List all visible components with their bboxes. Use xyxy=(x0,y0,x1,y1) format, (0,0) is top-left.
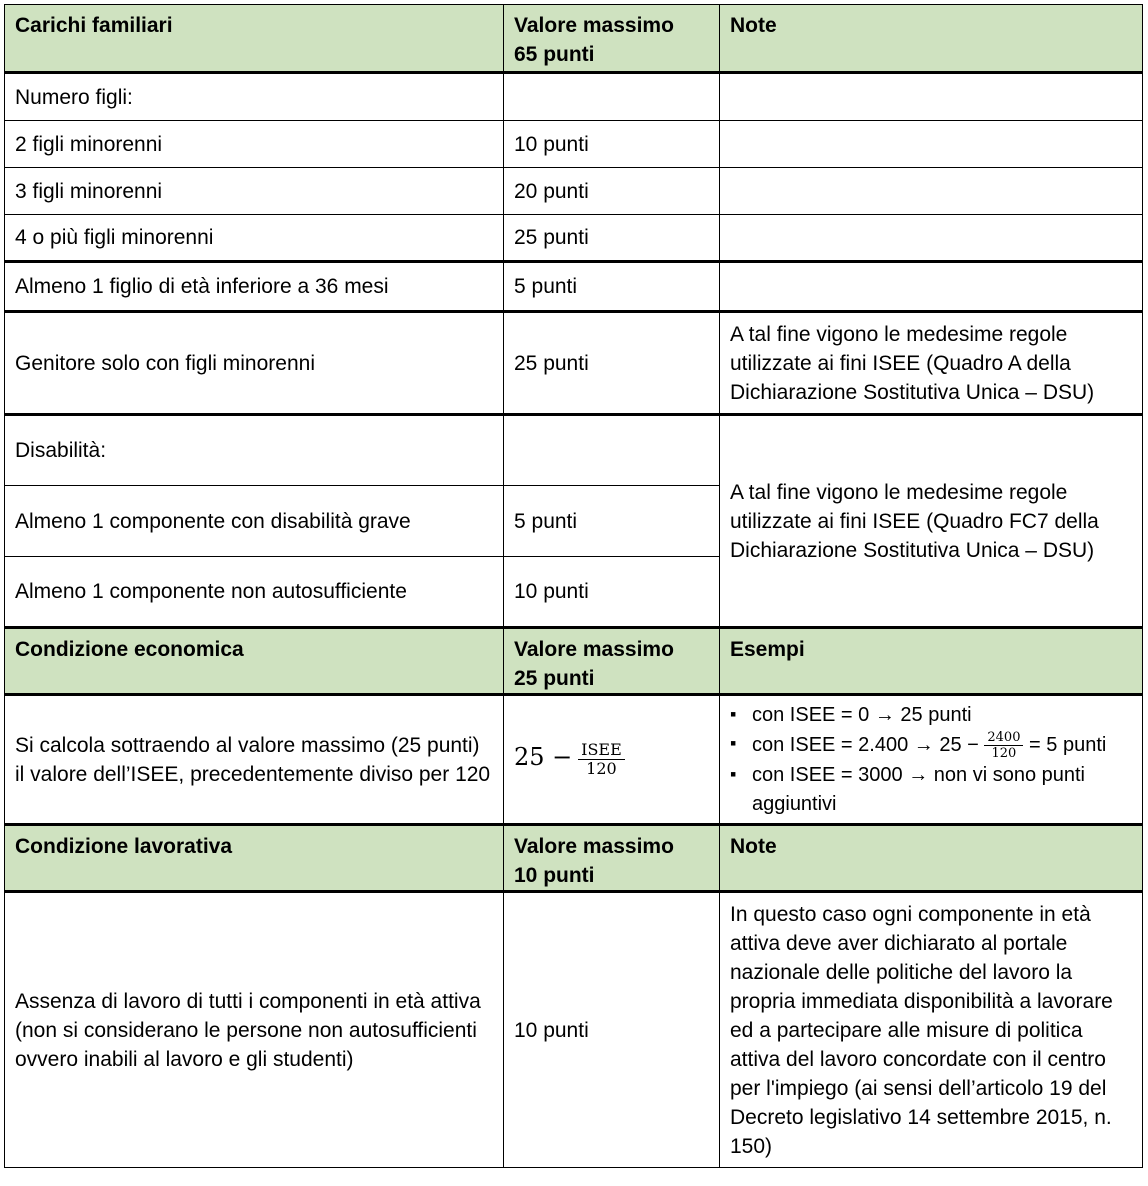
figli-points: 25 punti xyxy=(504,215,720,262)
header-condizione-economica: Condizione economica xyxy=(5,628,504,695)
empty-cell xyxy=(720,73,1143,121)
example-denominator: 120 xyxy=(991,745,1017,761)
empty-cell xyxy=(720,215,1143,262)
example-item: ▪ con ISEE = 0 → 25 punti xyxy=(730,701,1132,730)
disabilita-item-points: 10 punti xyxy=(504,557,720,628)
empty-cell xyxy=(720,168,1143,215)
table-row xyxy=(5,695,1143,825)
disabilita-item-label: Almeno 1 componente con disabilità grave xyxy=(5,486,504,557)
example-item xyxy=(730,730,1132,761)
almeno-figlio-points: 5 punti xyxy=(504,262,720,312)
table-row xyxy=(5,892,1143,1168)
empty-cell xyxy=(504,73,720,121)
example-numerator: 2400 xyxy=(984,730,1023,746)
table-row xyxy=(5,215,1143,262)
header-row-economica xyxy=(5,628,1143,695)
header-row-lavorativa xyxy=(5,825,1143,892)
formula-lead: 25 − xyxy=(514,743,573,772)
figli-label: 4 o più figli minorenni xyxy=(5,215,504,262)
formula-denominator: 120 xyxy=(586,759,617,778)
header-esempi: Esempi xyxy=(720,628,1143,695)
header-condizione-lavorativa: Condizione lavorativa xyxy=(5,825,504,892)
example-text: = 5 punti xyxy=(1029,733,1107,756)
formula-fraction xyxy=(578,741,625,778)
header-carichi-familiari: Carichi familiari xyxy=(5,5,504,73)
empty-cell xyxy=(504,415,720,486)
formula-numerator: ISEE xyxy=(578,741,625,760)
genitore-solo-points: 25 punti xyxy=(504,312,720,415)
economica-formula xyxy=(504,695,720,825)
disabilita-note: A tal fine vigono le medesime regole utilizzate ai fini ISEE (Quadro FC7 della Dichiarazione Sostitutiva Unica – DSU) xyxy=(720,415,1143,628)
lavorativa-note: In questo caso ogni componente in età attiva deve aver dichiarato al portale nazionale delle politiche del lavoro la propria immediata disponibilità a lavorare ed a partecipare alle misure di politica attiva del lavoro concordate con il centro per l'impiego (ai sensi dell’articolo 19 del Decreto legislativo 14 settembre 2015, n. 150) xyxy=(720,892,1143,1168)
empty-cell xyxy=(720,121,1143,168)
figli-points: 10 punti xyxy=(504,121,720,168)
table-row xyxy=(5,415,1143,486)
figli-label: 2 figli minorenni xyxy=(5,121,504,168)
genitore-solo-note: A tal fine vigono le medesime regole utilizzate ai fini ISEE (Quadro A della Dichiarazione Sostitutiva Unica – DSU) xyxy=(720,312,1143,415)
disabilita-label: Disabilità: xyxy=(5,415,504,486)
empty-cell xyxy=(720,262,1143,312)
header-valore-massimo: Valore massimo 65 punti xyxy=(504,5,720,73)
lavorativa-points: 10 punti xyxy=(504,892,720,1168)
genitore-solo-label: Genitore solo con figli minorenni xyxy=(5,312,504,415)
almeno-figlio-label: Almeno 1 figlio di età inferiore a 36 mesi xyxy=(5,262,504,312)
figli-points: 20 punti xyxy=(504,168,720,215)
points-table xyxy=(4,4,1143,1168)
header-note: Note xyxy=(720,825,1143,892)
header-valore-massimo: Valore massimo 10 punti xyxy=(504,825,720,892)
economica-examples xyxy=(720,695,1143,825)
numero-figli-label: Numero figli: xyxy=(5,73,504,121)
header-row-carichi xyxy=(5,5,1143,73)
example-fraction xyxy=(984,730,1023,761)
table-row xyxy=(5,121,1143,168)
table-row xyxy=(5,168,1143,215)
header-note: Note xyxy=(720,5,1143,73)
figli-label: 3 figli minorenni xyxy=(5,168,504,215)
examples-list xyxy=(730,701,1132,819)
table-row xyxy=(5,312,1143,415)
disabilita-item-label: Almeno 1 componente non autosufficiente xyxy=(5,557,504,628)
lavorativa-description: Assenza di lavoro di tutti i componenti in età attiva (non si considerano le persone non autosufficienti ovvero inabili al lavoro e gli studenti) xyxy=(5,892,504,1168)
example-text: con ISEE = 2.400 → 25 − xyxy=(752,733,979,756)
disabilita-item-points: 5 punti xyxy=(504,486,720,557)
table-row xyxy=(5,73,1143,121)
table-row xyxy=(5,262,1143,312)
header-valore-massimo: Valore massimo 25 punti xyxy=(504,628,720,695)
economica-description: Si calcola sottraendo al valore massimo (25 punti) il valore dell’ISEE, precedentemente diviso per 120 xyxy=(5,695,504,825)
example-item: ▪ con ISEE = 3000 → non vi sono punti aggiuntivi xyxy=(730,761,1132,819)
